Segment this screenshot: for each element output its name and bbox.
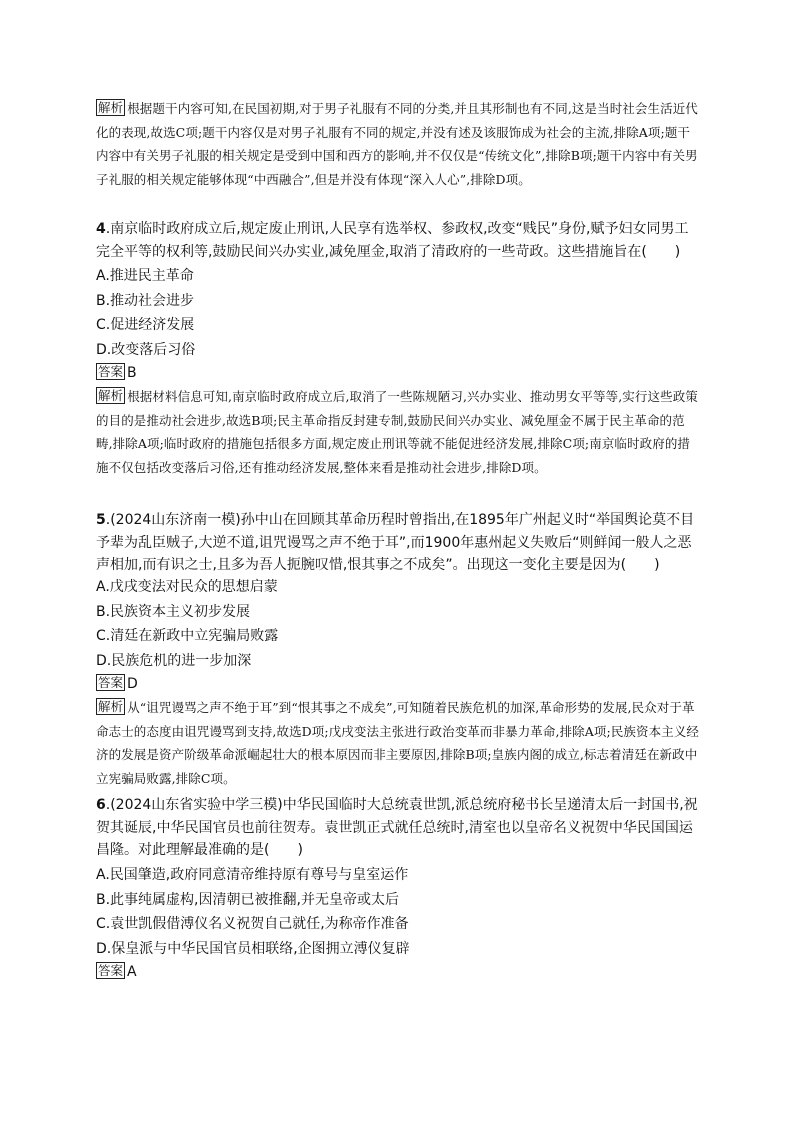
option-d: D.民族危机的进一步加深 <box>96 652 252 669</box>
answer-value: A <box>127 964 137 980</box>
answer-q6 <box>96 960 700 984</box>
question-stem: .(2024山东济南一模)孙中山在回顾其革命历程时曾指出,在1895年广州起义时“举国舆论莫不目予辈为乱臣贼子,大逆不道,诅咒谩骂之声不绝于耳”,而1900年惠州起义失败后“则鲜闻一般人之恶声相加,而有识之士,且多为吾人扼腕叹惜,恨其事之不成矣”。出现这一变化主要是因为( ) <box>96 512 695 573</box>
analysis-text: 根据题干内容可知,在民国初期,对于男子礼服有不同的分类,并且其形制也有不同,这是当时社会生活近代化的表现,故选C项;题干内容仅是对男子礼服有不同的规定,并没有述及该服饰成为社会的主流,排除A项;题干内容中有关男子礼服的相关规定是受到中国和西方的影响,并不仅仅是“传统文化”,排除B项;题干内容中有关男子礼服的相关规定能够体现“中西融合”,但是并没有体现“深入人心”,排除D项。 <box>96 101 698 187</box>
analysis-tag: 解析 <box>98 100 124 115</box>
option-a: A.民国肇造,政府同意清帝维持原有尊号与皇室运作 <box>96 867 409 883</box>
answer-tag: 答案 <box>98 364 124 379</box>
option-a: A.戊戌变法对民众的思想启蒙 <box>96 579 278 595</box>
question-number: 4 <box>96 221 106 237</box>
question-5-options <box>96 575 700 673</box>
option-b: B.此事纯属虚构,因清朝已被推翻,并无皇帝或太后 <box>96 891 399 908</box>
analysis-block-q3 <box>96 97 700 191</box>
analysis-tag: 解析 <box>98 388 124 403</box>
answer-value: D <box>127 676 138 692</box>
option-a: A.推进民主革命 <box>96 268 194 284</box>
answer-tag: 答案 <box>98 675 124 690</box>
analysis-block-q4 <box>96 385 700 479</box>
answer-tag: 答案 <box>98 963 124 978</box>
question-stem: .(2024山东省实验中学三模)中华民国临时大总统袁世凯,派总统府秘书长呈递清太后一封国书,祝贺其诞辰,中华民国官员也前往贺寿。袁世凯正式就任总统时,清室也以皇帝名义祝贺中华民国国运昌隆。对此理解最准确的是( ) <box>96 797 698 858</box>
answer-q4 <box>96 361 700 385</box>
analysis-block-q5 <box>96 696 700 790</box>
answer-value: B <box>127 365 137 381</box>
option-c: C.袁世凯假借溥仪名义祝贺自己就任,为称帝作准备 <box>96 916 409 933</box>
question-6 <box>96 794 700 862</box>
question-number: 5 <box>96 512 106 528</box>
question-number: 6 <box>96 797 106 813</box>
option-c: C.清廷在新政中立宪骗局败露 <box>96 628 279 645</box>
option-b: B.民族资本主义初步发展 <box>96 603 251 620</box>
option-d: D.改变落后习俗 <box>96 341 196 358</box>
question-4-options <box>96 264 700 362</box>
question-stem: .南京临时政府成立后,规定废止刑讯,人民享有选举权、参政权,改变“贱民”身份,赋予妇女同男工完全平等的权利等,鼓励民间兴办实业,减免厘金,取消了清政府的一些苛政。这些措施旨在( ) <box>96 221 689 260</box>
option-c: C.促进经济发展 <box>96 317 195 334</box>
option-b: B.推动社会进步 <box>96 292 195 309</box>
analysis-text: 根据材料信息可知,南京临时政府成立后,取消了一些陈规陋习,兴办实业、推动男女平等等,实行这些政策的目的是推动社会进步,故选B项;民主革命指反封建专制,鼓励民间兴办实业、减免厘金不属于民主革命的范畴,排除A项;临时政府的措施包括很多方面,规定废止刑讯等就不能促进经济发展,排除C项;南京临时政府的措施不仅包括改变落后习俗,还有推动经济发展,整体来看是推动社会进步,排除D项。 <box>96 389 698 475</box>
question-4 <box>96 218 700 263</box>
analysis-text: 从“诅咒谩骂之声不绝于耳”到“恨其事之不成矣”,可知随着民族危机的加深,革命形势的发展,民众对于革命志士的态度由诅咒谩骂到支持,故选D项;戊戌变法主张进行政治变革而非暴力革命,排除A项;民族资本主义经济的发展是资产阶级革命派崛起壮大的根本原因而非主要原因,排除B项;皇族内阁的成立,标志着清廷在新政中立宪骗局败露,排除C项。 <box>96 700 700 786</box>
question-5 <box>96 509 700 577</box>
option-d: D.保皇派与中华民国官员相联络,企图拥立溥仪复辟 <box>96 940 410 957</box>
answer-q5 <box>96 672 700 696</box>
analysis-tag: 解析 <box>98 699 124 714</box>
question-6-options <box>96 863 700 961</box>
